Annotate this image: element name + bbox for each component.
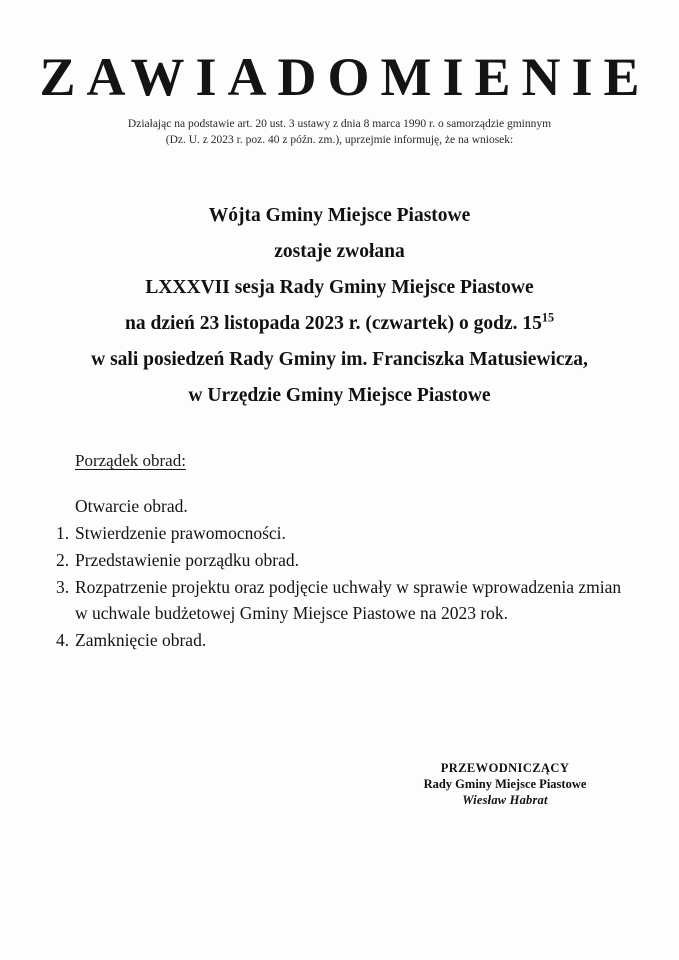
announcement-block: [30, 198, 649, 414]
announcement-line-2: zostaje zwołana: [274, 241, 405, 262]
list-item-number: 4.: [56, 630, 70, 650]
list-item-text: Stwierdzenie prawomocności.: [75, 523, 286, 543]
announcement-line-4: [30, 306, 649, 342]
announcement-line-3: LXXXVII sesja Rady Gminy Miejsce Piastowe: [145, 277, 534, 298]
list-item-text: Przedstawienie porządku obrad.: [75, 550, 300, 570]
list-item-number: 2.: [56, 550, 70, 570]
page-title: ZAWIADOMIENIE: [39, 47, 651, 107]
agenda-list: [56, 493, 636, 654]
signature-role: PRZEWODNICZĄCY: [440, 761, 570, 775]
announcement-line-1: Wójta Gminy Miejsce Piastowe: [208, 205, 471, 226]
list-item: [56, 574, 636, 626]
list-item: [56, 547, 636, 573]
legal-preamble: [60, 117, 619, 148]
list-item-number: 1.: [56, 523, 70, 543]
announcement-line-5: w sali posiedzeń Rady Gminy im. Franciszka Matusiewicza,: [91, 349, 588, 370]
list-item: [56, 520, 636, 546]
list-item: [56, 493, 636, 519]
signature-body: Rady Gminy Miejsce Piastowe: [423, 777, 587, 791]
list-item-number: 3.: [56, 577, 70, 597]
signature-block: [380, 760, 630, 808]
signature-name: Wiesław Habrat: [462, 793, 548, 807]
preamble-line-1: Działając na podstawie art. 20 ust. 3 ustawy z dnia 8 marca 1990 r. o samorządzie gminnym: [127, 118, 552, 130]
announcement-line-6: w Urzędzie Gminy Miejsce Piastowe: [188, 385, 491, 406]
session-minutes-superscript: 15: [541, 310, 554, 325]
list-item-text: Otwarcie obrad.: [75, 496, 188, 516]
list-item: [56, 627, 636, 653]
agenda-heading: Porządek obrad:: [75, 451, 186, 470]
preamble-line-2: (Dz. U. z 2023 r. poz. 40 z późn. zm.), uprzejmie informuję, że na wniosek:: [165, 133, 514, 146]
session-datetime-text: na dzień 23 listopada 2023 r. (czwartek) o godz. 15: [125, 313, 542, 334]
list-item-text: Rozpatrzenie projektu oraz podjęcie uchwały w sprawie wprowadzenia zmian w uchwale budżetowej Gminy Miejsce Piastowe na 2023 rok.: [75, 577, 622, 623]
list-item-text: Zamknięcie obrad.: [75, 630, 207, 650]
